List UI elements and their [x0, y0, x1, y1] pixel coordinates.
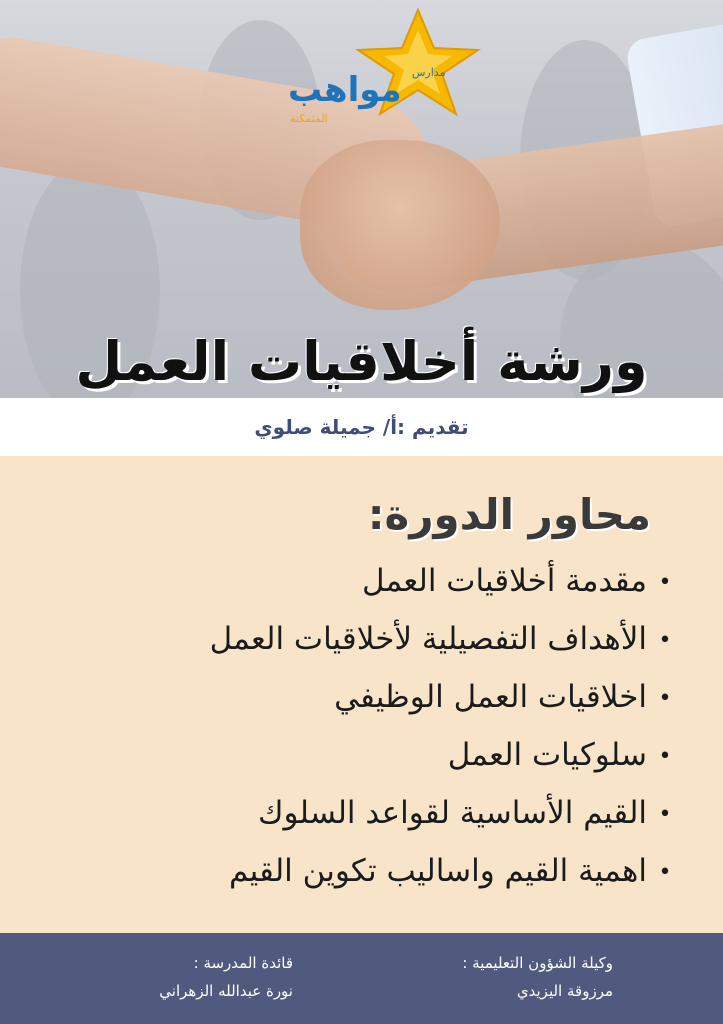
signature-role: قائدة المدرسة : — [193, 954, 293, 972]
bullet-icon: • — [658, 569, 672, 595]
topic-label: الأهداف التفصيلية لأخلاقيات العمل — [209, 621, 647, 657]
school-logo — [278, 8, 488, 130]
signature-deputy — [462, 949, 613, 1005]
topic-label: اخلاقيات العمل الوظيفي — [334, 679, 647, 715]
logo-name: مواهب — [288, 70, 402, 110]
bullet-icon: • — [658, 743, 672, 769]
logo-top-word: مدارس — [412, 66, 446, 79]
page-title: ورشة أخلاقيات العمل — [75, 330, 648, 393]
footer-signatures — [0, 933, 723, 1024]
list-item — [23, 610, 683, 668]
presenter-line: تقديم :أ/ جميلة صلوي — [254, 415, 469, 439]
bullet-icon: • — [658, 859, 672, 885]
list-item — [23, 726, 683, 784]
topic-label: اهمية القيم واساليب تكوين القيم — [229, 853, 647, 889]
signature-name: مرزوقة اليزيدي — [516, 982, 613, 1000]
bullet-icon: • — [658, 627, 672, 653]
signature-principal — [159, 949, 293, 1005]
handshake — [300, 140, 500, 310]
axes-heading: محاور الدورة: — [367, 490, 651, 539]
topic-label: القيم الأساسية لقواعد السلوك — [257, 795, 647, 831]
title-wrap — [0, 330, 723, 393]
signature-role: وكيلة الشؤون التعليمية : — [462, 954, 613, 972]
topic-label: مقدمة أخلاقيات العمل — [362, 563, 647, 599]
bullet-icon: • — [658, 801, 672, 827]
topic-label: سلوكيات العمل — [447, 737, 647, 773]
bullet-icon: • — [658, 685, 672, 711]
topics-list — [23, 552, 683, 900]
signature-name: نورة عبدالله الزهراني — [159, 982, 293, 1000]
logo-sub-word: المتمكنة — [290, 112, 328, 125]
list-item — [23, 842, 683, 900]
list-item — [23, 552, 683, 610]
list-item — [23, 668, 683, 726]
list-item — [23, 784, 683, 842]
